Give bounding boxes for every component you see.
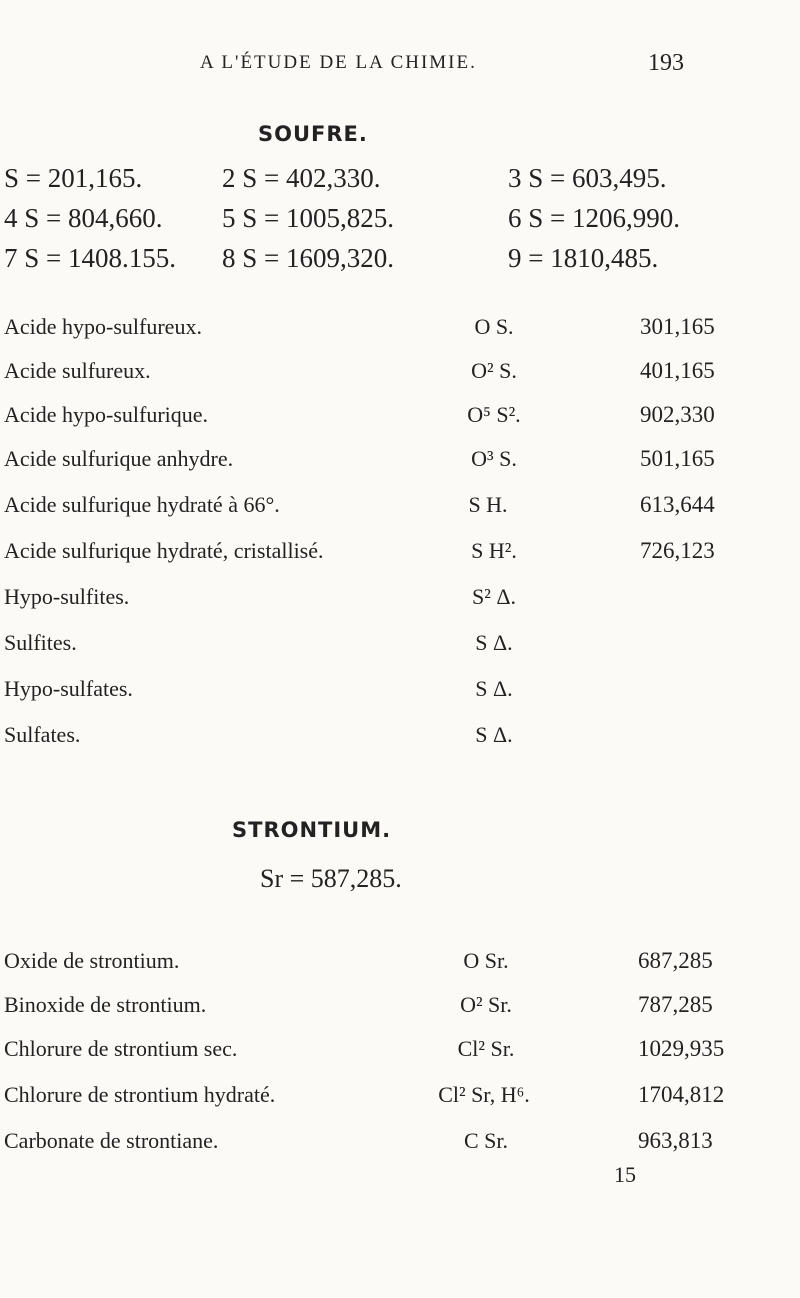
compound-formula: Cl² Sr. [457,1036,515,1061]
compound-value: 1029,935 [638,1036,725,1061]
compound-name: Carbonate de strontiane. [4,1128,219,1153]
compound-name: Sulfites. [4,630,77,655]
compound-name: Oxide de strontium. [4,948,180,973]
compound-formula: C Sr. [463,1128,509,1153]
compound-value: 787,285 [638,992,713,1017]
compound-formula: S Δ. [475,722,513,747]
compound-name: Chlorure de strontium hydraté. [4,1082,276,1107]
compound-name: Hypo-sulfites. [4,584,130,609]
compound-value: 301,165 [640,314,715,339]
equivalent: 8 S = 1609,320. [222,243,394,273]
compound-value: 401,165 [640,358,715,383]
compound-name: Acide sulfurique hydraté, cristallisé. [4,538,324,563]
page-number: 193 [648,50,684,76]
compound-formula: O Sr. [463,948,509,973]
compound-formula: O² S. [471,358,517,383]
equivalent: 9 = 1810,485. [508,243,659,273]
compound-value: 963,813 [638,1128,713,1153]
compound-name: Sulfates. [4,722,81,747]
equivalent: 6 S = 1206,990. [508,203,680,233]
compound-formula: O S. [474,314,514,339]
compound-formula: S Δ. [475,630,513,655]
compound-formula: S² Δ. [472,584,516,609]
equivalent: 5 S = 1005,825. [222,203,394,233]
compound-name: Binoxide de strontium. [4,992,207,1017]
compound-name: Acide hypo-sulfureux. [4,314,202,339]
compound-value: 726,123 [640,538,715,563]
compound-formula: Cl² Sr, H⁶. [438,1082,530,1107]
compound-formula: O² Sr. [460,992,512,1017]
compound-name: Hypo-sulfates. [4,676,133,701]
equivalent: 3 S = 603,495. [508,163,667,193]
equivalent: 4 S = 804,660. [4,203,163,233]
compound-formula: S Δ. [475,676,513,701]
compound-name: Acide hypo-sulfurique. [4,402,209,427]
compound-formula: S H². [471,538,517,563]
signature-mark: 15 [614,1162,636,1187]
section-heading-soufre: SOUFRE. [258,122,368,146]
compound-name: Acide sulfurique hydraté à 66°. [4,492,280,517]
compound-formula: S H. [468,492,508,517]
compound-value: 687,285 [638,948,713,973]
compound-formula: O⁵ S². [467,402,521,427]
compound-name: Chlorure de strontium sec. [4,1036,238,1061]
equivalent: S = 201,165. [4,163,143,193]
compound-value: 902,330 [640,402,715,427]
compound-formula: O³ S. [471,446,517,471]
compound-name: Acide sulfurique anhydre. [4,446,234,471]
compound-name: Acide sulfureux. [4,358,151,383]
strontium-equivalent: Sr = 587,285. [260,864,402,893]
equivalent: 7 S = 1408.155. [4,243,176,273]
compound-value: 1704,812 [638,1082,725,1107]
section-heading-strontium: STRONTIUM. [232,818,392,842]
compound-value: 613,644 [640,492,715,517]
compound-value: 501,165 [640,446,715,471]
equivalent: 2 S = 402,330. [222,163,381,193]
running-head-title: A L'ÉTUDE DE LA CHIMIE. [200,52,477,73]
